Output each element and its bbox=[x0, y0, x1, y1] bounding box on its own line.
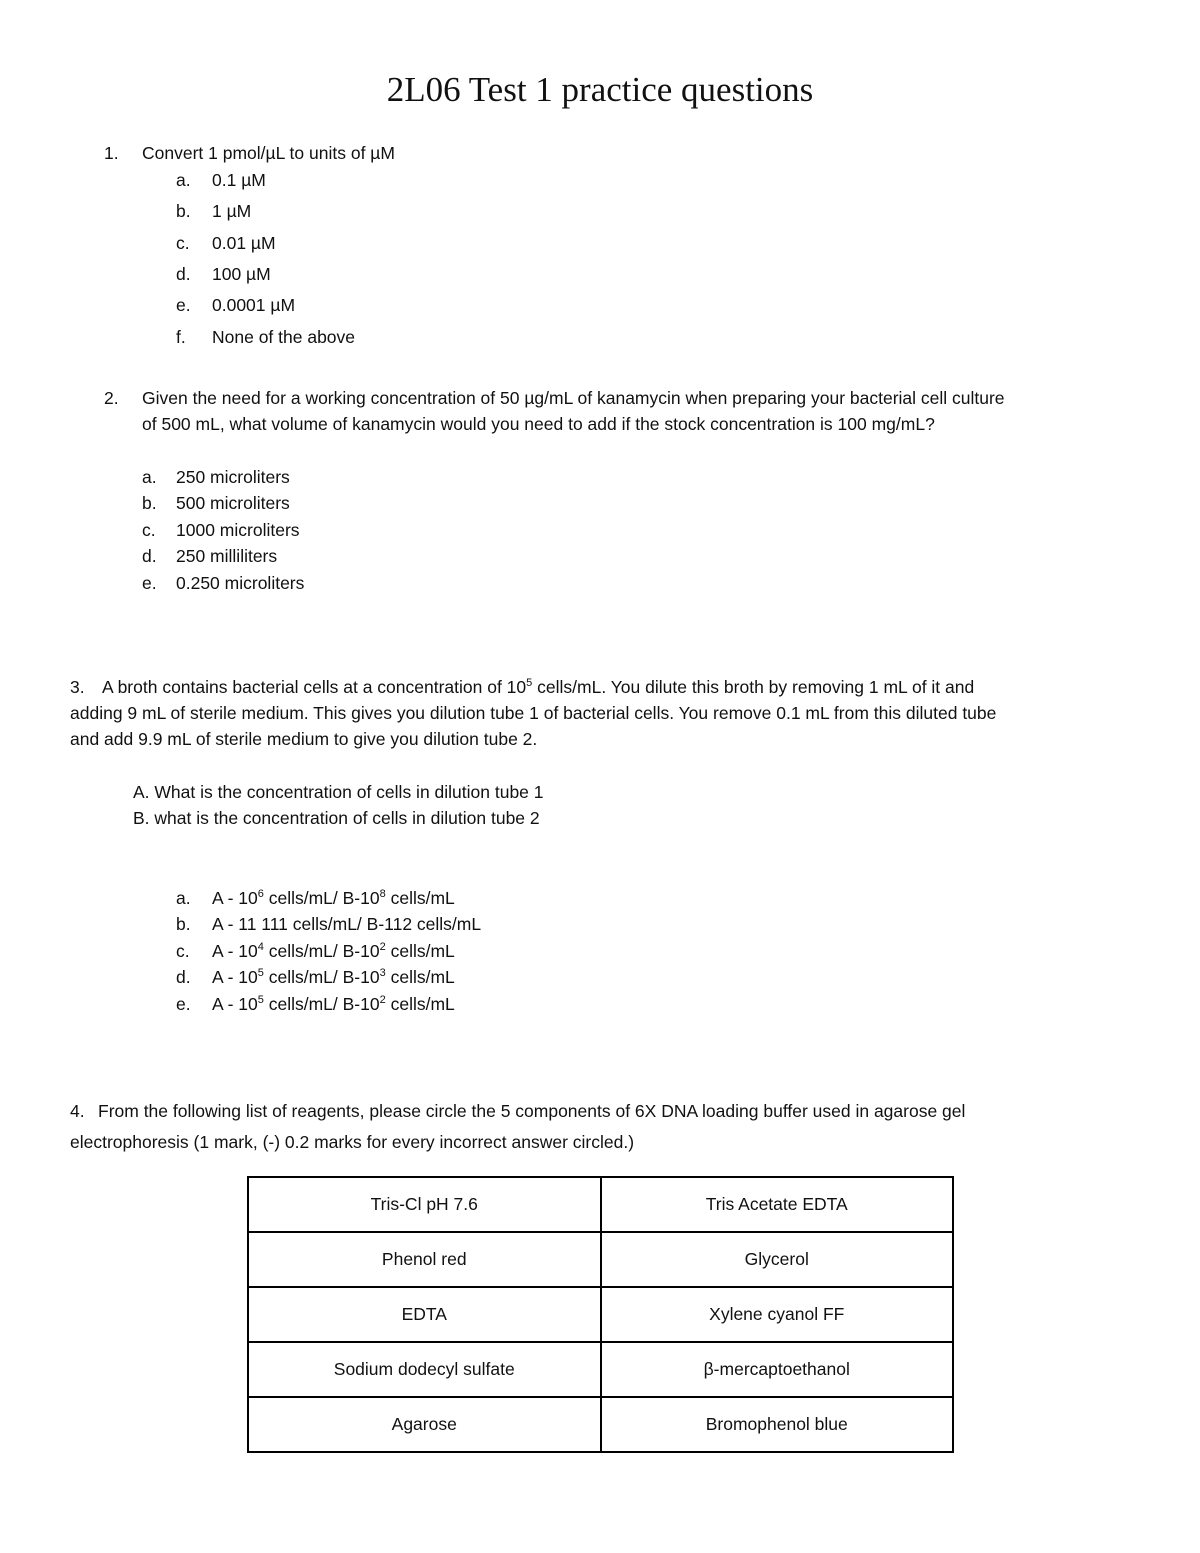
superscript: 2 bbox=[379, 994, 386, 1006]
question-text-line: electrophoresis (1 mark, (-) 0.2 marks for every incorrect answer circled.) bbox=[70, 1132, 635, 1152]
option-text: None of the above bbox=[212, 327, 356, 347]
superscript: 5 bbox=[257, 994, 264, 1006]
question-number: 3. bbox=[70, 677, 85, 697]
option-letter: a. bbox=[176, 170, 191, 190]
option-text: 250 microliters bbox=[176, 467, 290, 487]
question-text-line bbox=[102, 677, 974, 698]
option-text: 0.250 microliters bbox=[176, 573, 305, 593]
question-text-line: Given the need for a working concentration of 50 µg/mL of kanamycin when preparing your bacterial cell culture bbox=[142, 388, 1005, 408]
superscript: 6 bbox=[257, 888, 264, 900]
option-text: 0.0001 µM bbox=[212, 295, 296, 315]
reagent-cell[interactable]: Tris Acetate EDTA bbox=[601, 1177, 954, 1232]
question-text-line: of 500 mL, what volume of kanamycin would you need to add if the stock concentration is 100 mg/mL? bbox=[142, 414, 935, 434]
reagent-cell[interactable]: β-mercaptoethanol bbox=[601, 1342, 954, 1397]
reagent-cell[interactable]: Glycerol bbox=[601, 1232, 954, 1287]
text-run: cells/mL/ B-10 bbox=[263, 967, 380, 987]
text-run: cells/mL/ B-10 bbox=[263, 941, 380, 961]
table-row bbox=[248, 1397, 953, 1452]
table-row bbox=[248, 1232, 953, 1287]
superscript: 5 bbox=[526, 677, 533, 689]
question-text: Convert 1 pmol/µL to units of µM bbox=[142, 143, 395, 163]
superscript: 5 bbox=[257, 967, 264, 979]
question-number: 4. bbox=[70, 1101, 85, 1121]
reagent-cell[interactable]: Agarose bbox=[248, 1397, 601, 1452]
option-letter: b. bbox=[176, 201, 191, 221]
option-letter: e. bbox=[142, 573, 157, 593]
option-text bbox=[212, 888, 455, 909]
text-run: cells/mL/ B-10 bbox=[263, 994, 380, 1014]
option-letter: a. bbox=[142, 467, 157, 487]
question-text-line: From the following list of reagents, please circle the 5 components of 6X DNA loading buffer used in agarose gel bbox=[98, 1101, 966, 1121]
option-letter: c. bbox=[176, 233, 190, 253]
option-letter: d. bbox=[142, 546, 157, 566]
option-text: 100 µM bbox=[212, 264, 271, 284]
sub-question: B. what is the concentration of cells in dilution tube 2 bbox=[133, 808, 540, 828]
question-number: 1. bbox=[104, 143, 119, 163]
superscript: 3 bbox=[379, 967, 386, 979]
superscript: 2 bbox=[379, 941, 386, 953]
text-run: cells/mL bbox=[385, 994, 455, 1014]
option-text bbox=[212, 967, 455, 988]
page-title: 2L06 Test 1 practice questions bbox=[386, 70, 814, 109]
option-letter: a. bbox=[176, 888, 191, 908]
reagent-cell[interactable]: Tris-Cl pH 7.6 bbox=[248, 1177, 601, 1232]
question-text-line: adding 9 mL of sterile medium. This gives you dilution tube 1 of bacterial cells. You remove 0.1 mL from this diluted tube bbox=[70, 703, 997, 723]
superscript: 8 bbox=[379, 888, 386, 900]
option-text: 1 µM bbox=[212, 201, 252, 221]
text-run: cells/mL bbox=[385, 941, 455, 961]
option-text: 0.01 µM bbox=[212, 233, 276, 253]
text-run: A - 10 bbox=[212, 941, 258, 961]
option-letter: f. bbox=[176, 327, 186, 347]
sub-question: A. What is the concentration of cells in dilution tube 1 bbox=[133, 782, 544, 802]
table-row bbox=[248, 1342, 953, 1397]
text-run: A - 10 bbox=[212, 994, 258, 1014]
reagent-cell[interactable]: EDTA bbox=[248, 1287, 601, 1342]
text-run: cells/mL. You dilute this broth by removing 1 mL of it and bbox=[532, 677, 975, 697]
table-row bbox=[248, 1177, 953, 1232]
option-letter: c. bbox=[176, 941, 190, 961]
option-text: 250 milliliters bbox=[176, 546, 278, 566]
option-letter: e. bbox=[176, 295, 191, 315]
option-letter: b. bbox=[176, 914, 191, 934]
text-run: cells/mL bbox=[385, 888, 455, 908]
reagent-cell[interactable]: Bromophenol blue bbox=[601, 1397, 954, 1452]
reagent-cell[interactable]: Phenol red bbox=[248, 1232, 601, 1287]
text-run: A - 10 bbox=[212, 967, 258, 987]
reagent-cell[interactable]: Xylene cyanol FF bbox=[601, 1287, 954, 1342]
option-text: 500 microliters bbox=[176, 493, 290, 513]
text-run: cells/mL/ B-10 bbox=[263, 888, 380, 908]
option-letter: e. bbox=[176, 994, 191, 1014]
reagent-table bbox=[247, 1176, 954, 1453]
text-run: cells/mL bbox=[385, 967, 455, 987]
table-row bbox=[248, 1287, 953, 1342]
option-letter: d. bbox=[176, 967, 191, 987]
option-text: 1000 microliters bbox=[176, 520, 300, 540]
option-text: 0.1 µM bbox=[212, 170, 266, 190]
option-letter: c. bbox=[142, 520, 156, 540]
superscript: 4 bbox=[257, 941, 264, 953]
reagent-cell[interactable]: Sodium dodecyl sulfate bbox=[248, 1342, 601, 1397]
text-run: A - 10 bbox=[212, 888, 258, 908]
option-text bbox=[212, 994, 455, 1015]
text-run: A broth contains bacterial cells at a concentration of 10 bbox=[102, 677, 527, 697]
option-text bbox=[212, 941, 455, 962]
option-letter: b. bbox=[142, 493, 157, 513]
question-number: 2. bbox=[104, 388, 119, 408]
question-text-line: and add 9.9 mL of sterile medium to give you dilution tube 2. bbox=[70, 729, 538, 749]
option-text: A - 11 111 cells/mL/ B-112 cells/mL bbox=[212, 914, 482, 934]
option-letter: d. bbox=[176, 264, 191, 284]
